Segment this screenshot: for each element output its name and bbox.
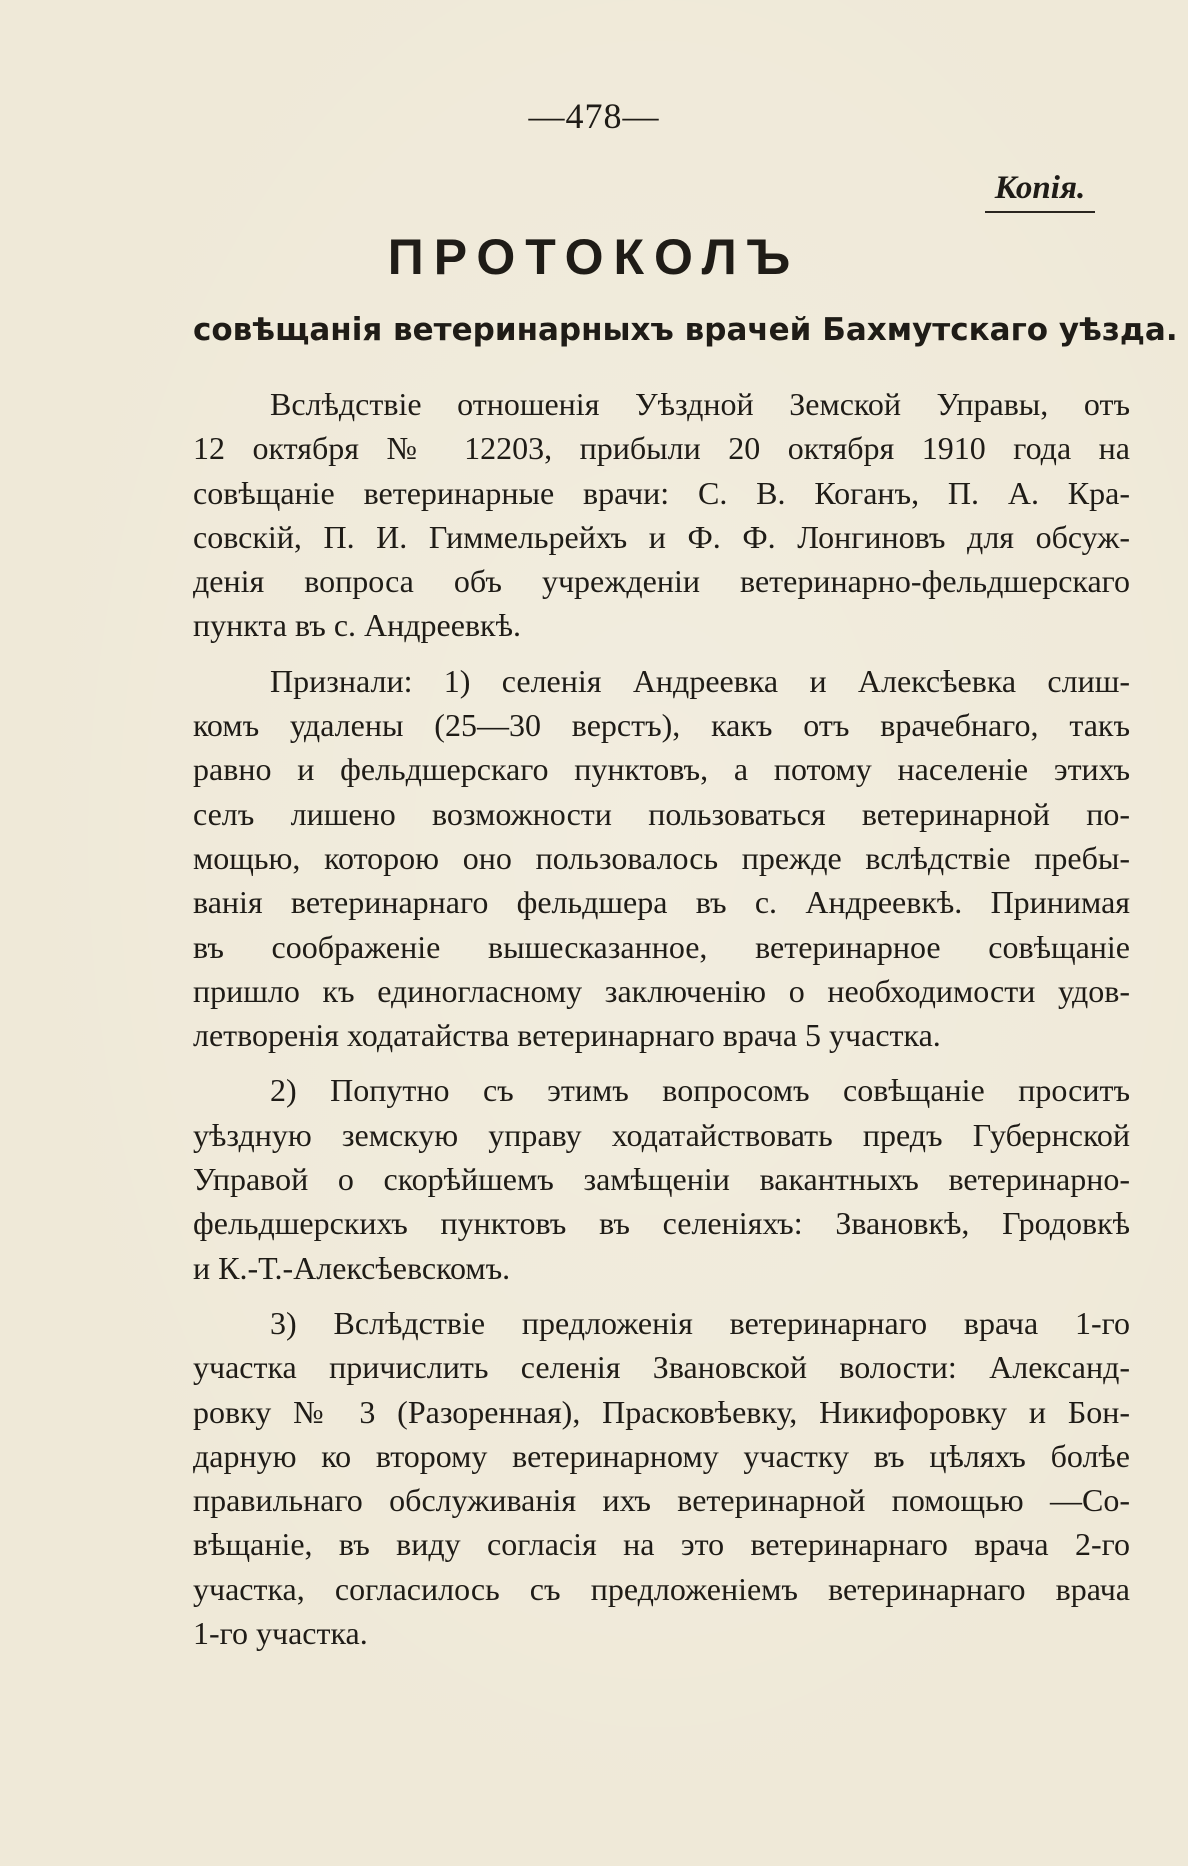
text-line: комъ удалены (25—30 верстъ), какъ отъ врачебнаго, такъ <box>193 707 1130 744</box>
page-number: —478— <box>528 96 660 136</box>
text-line: участка, согласилось съ предложеніемъ ветеринарнаго врача <box>193 1570 1130 1607</box>
paragraph-2 <box>193 659 1130 1058</box>
text-line: и К.-Т.-Алексѣевскомъ. <box>193 1249 511 1286</box>
text-line: 12 октября № 12203, прибыли 20 октября 1910 года на <box>193 430 1130 467</box>
text-line: 3) Вслѣдствіе предложенія ветеринарнаго врача 1-го <box>270 1304 1130 1341</box>
text-line: ровку № 3 (Разоренная), Прасковѣевку, Никифоровку и Бон- <box>193 1393 1130 1430</box>
paragraph-1 <box>193 382 1130 648</box>
document-title: ПРОТОКОЛЪ <box>387 229 801 285</box>
text-line: Вслѣдствіе отношенія Уѣздной Земской Управы, отъ <box>270 386 1130 422</box>
text-line: 2) Попутно съ этимъ вопросомъ совѣщаніе проситъ <box>270 1072 1130 1109</box>
text-line: участка причислить селенія Звановской волости: Александ- <box>193 1349 1130 1386</box>
text-line: совѣщаніе ветеринарные врачи: С. В. Коганъ, П. А. Кра- <box>193 474 1130 511</box>
paragraph-4 <box>193 1301 1130 1655</box>
text-line: равно и фельдшерскаго пунктовъ, а потому населеніе этихъ <box>193 751 1130 788</box>
text-line: ванія ветеринарнаго фельдшера въ с. Андреевкѣ. Принимая <box>193 884 1130 921</box>
text-line: пришло къ единогласному заключенію о необходимости удов- <box>193 972 1130 1009</box>
text-line: Управой о скорѣйшемъ замѣщеніи вакантныхъ ветеринарно- <box>193 1161 1130 1198</box>
text-line: селъ лишено возможности пользоваться ветеринарной по- <box>193 795 1130 832</box>
paragraph-3 <box>193 1068 1130 1289</box>
text-line: фельдшерскихъ пунктовъ въ селеніяхъ: Звановкѣ, Гродовкѣ <box>193 1205 1130 1242</box>
text-line: дарную ко второму ветеринарному участку въ цѣляхъ болѣе <box>193 1437 1130 1474</box>
document-subtitle: совѣщанія ветеринарныхъ врачей Бахмутскаго уѣзда. <box>193 312 1178 348</box>
document-body <box>193 382 1130 1655</box>
text-line: мощью, которою оно пользовалось прежде вслѣдствіе пребы- <box>193 839 1130 876</box>
text-line: совскій, П. И. Гиммельрейхъ и Ф. Ф. Лонгиновъ для обсуж- <box>193 518 1130 555</box>
text-line: уѣздную земскую управу ходатайствовать предъ Губернской <box>193 1116 1130 1153</box>
text-line: денія вопроса объ учрежденіи ветеринарно-фельдшерскаго <box>193 563 1130 600</box>
text-line: Признали: 1) селенія Андреевка и Алексѣевка слиш- <box>270 662 1130 699</box>
text-line: 1-го участка. <box>193 1615 368 1652</box>
text-line: вѣщаніе, въ виду согласія на это ветеринарнаго врача 2-го <box>193 1526 1130 1563</box>
text-line: летворенія ходатайства ветеринарнаго врача 5 участка. <box>193 1017 941 1054</box>
text-line: пункта въ с. Андреевкѣ. <box>193 607 521 644</box>
copy-mark: Копія. <box>985 170 1095 213</box>
text-line: правильнаго обслуживанія ихъ ветеринарной помощью —Со- <box>193 1482 1130 1519</box>
text-line: въ соображеніе вышесказанное, ветеринарное совѣщаніе <box>193 928 1130 965</box>
